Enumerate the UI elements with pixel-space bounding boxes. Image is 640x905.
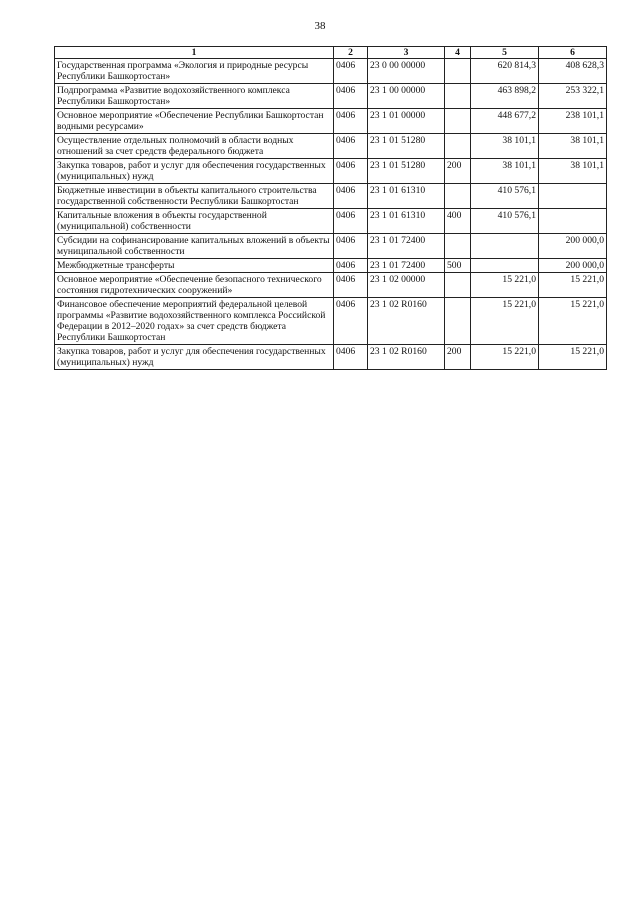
row-target-code: 23 1 00 00000	[368, 84, 445, 109]
header-row	[55, 47, 607, 59]
row-expense-type	[445, 184, 471, 209]
row-name: Капитальные вложения в объекты государственной (муниципальной) собственности	[55, 209, 334, 234]
row-amount-2: 15 221,0	[539, 345, 607, 370]
row-section-code: 0406	[334, 59, 368, 84]
row-expense-type	[445, 234, 471, 259]
table-row	[55, 234, 607, 259]
row-section-code: 0406	[334, 184, 368, 209]
row-name: Межбюджетные трансферты	[55, 259, 334, 273]
row-section-code: 0406	[334, 209, 368, 234]
row-amount-1: 410 576,1	[471, 184, 539, 209]
row-amount-1: 410 576,1	[471, 209, 539, 234]
row-expense-type	[445, 134, 471, 159]
row-section-code: 0406	[334, 345, 368, 370]
table-row	[55, 59, 607, 84]
row-amount-1	[471, 259, 539, 273]
row-target-code: 23 1 01 72400	[368, 234, 445, 259]
row-expense-type: 400	[445, 209, 471, 234]
row-amount-2: 253 322,1	[539, 84, 607, 109]
row-expense-type	[445, 109, 471, 134]
row-expense-type: 200	[445, 159, 471, 184]
row-name: Субсидии на софинансирование капитальных вложений в объекты муниципальной собственности	[55, 234, 334, 259]
row-name: Закупка товаров, работ и услуг для обеспечения государственных (муниципальных) нужд	[55, 159, 334, 184]
row-name: Подпрограмма «Развитие водохозяйственного комплекса Республики Башкортостан»	[55, 84, 334, 109]
row-section-code: 0406	[334, 273, 368, 298]
row-amount-1: 620 814,3	[471, 59, 539, 84]
row-amount-2: 238 101,1	[539, 109, 607, 134]
row-amount-1: 38 101,1	[471, 134, 539, 159]
row-expense-type	[445, 273, 471, 298]
row-name: Осуществление отдельных полномочий в области водных отношений за счет средств федерального бюджета	[55, 134, 334, 159]
row-target-code: 23 1 01 61310	[368, 184, 445, 209]
header-col-3: 3	[368, 47, 445, 59]
row-expense-type	[445, 84, 471, 109]
table-row	[55, 184, 607, 209]
row-name: Закупка товаров, работ и услуг для обеспечения государственных (муниципальных) нужд	[55, 345, 334, 370]
table-row	[55, 84, 607, 109]
table-row	[55, 209, 607, 234]
row-expense-type	[445, 298, 471, 345]
row-amount-2	[539, 184, 607, 209]
row-name: Финансовое обеспечение мероприятий федеральной целевой программы «Развитие водохозяйственного комплекса Российской Федерации в 2012–2020 годах» за счет средств бюджета Республики Башкортостан	[55, 298, 334, 345]
row-target-code: 23 1 01 51280	[368, 159, 445, 184]
row-section-code: 0406	[334, 134, 368, 159]
row-expense-type: 200	[445, 345, 471, 370]
row-target-code: 23 1 02 R0160	[368, 298, 445, 345]
row-amount-2: 38 101,1	[539, 134, 607, 159]
row-section-code: 0406	[334, 298, 368, 345]
row-expense-type: 500	[445, 259, 471, 273]
row-section-code: 0406	[334, 109, 368, 134]
row-amount-1: 15 221,0	[471, 298, 539, 345]
row-amount-1: 448 677,2	[471, 109, 539, 134]
row-amount-2: 200 000,0	[539, 259, 607, 273]
table-row	[55, 298, 607, 345]
table-row	[55, 273, 607, 298]
row-amount-1: 463 898,2	[471, 84, 539, 109]
row-amount-2: 15 221,0	[539, 298, 607, 345]
row-target-code: 23 0 00 00000	[368, 59, 445, 84]
table-row	[55, 134, 607, 159]
row-amount-2: 200 000,0	[539, 234, 607, 259]
table-row	[55, 109, 607, 134]
row-amount-1	[471, 234, 539, 259]
row-amount-1: 15 221,0	[471, 345, 539, 370]
header-col-1: 1	[55, 47, 334, 59]
row-target-code: 23 1 01 00000	[368, 109, 445, 134]
row-name: Основное мероприятие «Обеспечение Республики Башкортостан водными ресурсами»	[55, 109, 334, 134]
row-section-code: 0406	[334, 259, 368, 273]
row-target-code: 23 1 01 72400	[368, 259, 445, 273]
row-name: Государственная программа «Экология и природные ресурсы Республики Башкортостан»	[55, 59, 334, 84]
row-target-code: 23 1 01 51280	[368, 134, 445, 159]
page-number: 38	[314, 20, 326, 32]
row-name: Бюджетные инвестиции в объекты капитального строительства государственной собственности Республики Башкортостан	[55, 184, 334, 209]
row-amount-1: 15 221,0	[471, 273, 539, 298]
header-col-2: 2	[334, 47, 368, 59]
table-row	[55, 345, 607, 370]
row-amount-1: 38 101,1	[471, 159, 539, 184]
budget-table	[54, 46, 607, 370]
row-target-code: 23 1 02 00000	[368, 273, 445, 298]
row-name: Основное мероприятие «Обеспечение безопасного технического состояния гидротехнических сооружений»	[55, 273, 334, 298]
row-expense-type	[445, 59, 471, 84]
row-section-code: 0406	[334, 234, 368, 259]
header-col-4: 4	[445, 47, 471, 59]
table-row	[55, 259, 607, 273]
row-target-code: 23 1 02 R0160	[368, 345, 445, 370]
row-amount-2	[539, 209, 607, 234]
header-col-5: 5	[471, 47, 539, 59]
table-row	[55, 159, 607, 184]
row-amount-2: 15 221,0	[539, 273, 607, 298]
row-amount-2: 408 628,3	[539, 59, 607, 84]
header-col-6: 6	[539, 47, 607, 59]
row-target-code: 23 1 01 61310	[368, 209, 445, 234]
row-section-code: 0406	[334, 84, 368, 109]
row-section-code: 0406	[334, 159, 368, 184]
row-amount-2: 38 101,1	[539, 159, 607, 184]
